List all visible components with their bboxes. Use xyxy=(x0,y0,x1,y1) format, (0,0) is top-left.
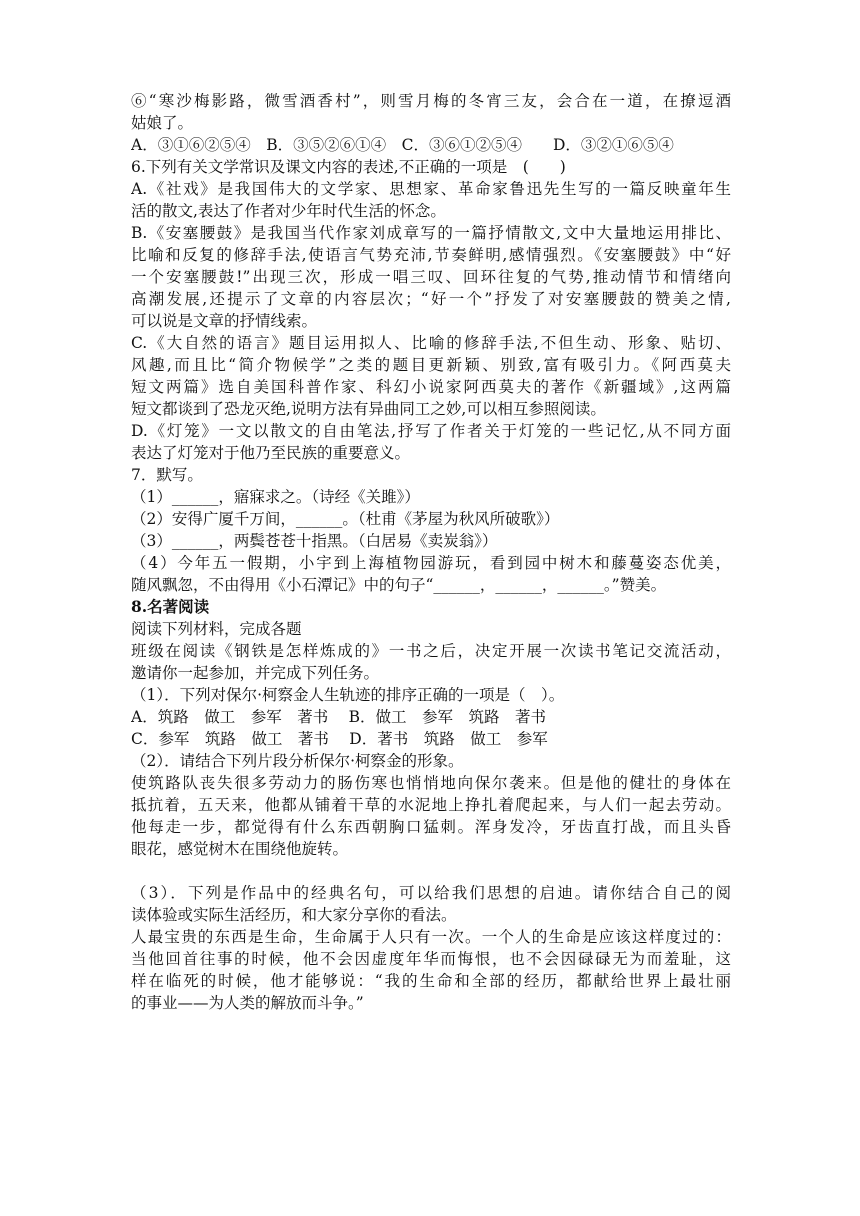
q8-sub2-passage-line: 他每走一步，都觉得有什么东西朝胸口猛刺。浑身发冷，牙齿直打战，而且头昏 xyxy=(131,818,731,836)
document-body xyxy=(131,90,731,1014)
q6-option-b-line: 比喻和反复的修辞手法,使语言气势充沛,节奏鲜明,感情强烈。《安塞腰鼓》中“好 xyxy=(131,246,731,264)
q8-sub3-stem-line: （3）．下列是作品中的经典名句，可以给我们思想的启迪。请你结合自己的阅 xyxy=(131,884,731,902)
q7-item: （1）______，寤寐求之。（诗经《关雎》） xyxy=(131,488,420,506)
q5-options: A．③①⑥②⑤④ B．③⑤②⑥①④ C．③⑥①②⑤④ D．③②①⑥⑤④ xyxy=(131,136,674,154)
q8-sub2-passage-line: 抵抗着，五天来，他都从铺着干草的水泥地上挣扎着爬起来，与人们一起去劳动。 xyxy=(131,796,731,814)
q6-stem: 6.下列有关文学常识及课文内容的表述,不正确的一项是 ( ) xyxy=(131,158,566,176)
q5-item-6-line-2: 姑娘了。 xyxy=(131,114,194,132)
q7-item: （2）安得广厦千万间，______。（杜甫《茅屋为秋风所破歌》） xyxy=(131,510,560,528)
q6-option-c-line: 短文都谈到了恐龙灭绝,说明方法有异曲同工之妙,可以相互参照阅读。 xyxy=(131,400,606,418)
q8-sub1-options-ab: A．筑路 做工 参军 著书 B．做工 参军 筑路 著书 xyxy=(131,708,547,726)
q8-intro: 阅读下列材料，完成各题 xyxy=(131,620,302,638)
q8-heading: 8.名著阅读 xyxy=(131,597,210,616)
q7-item: 随风飘忽，不由得用《小石潭记》中的句子“______，______，______。”赞美。 xyxy=(131,576,667,594)
q6-option-a-line: 活的散文,表达了作者对少年时代生活的怀念。 xyxy=(131,202,446,220)
q6-option-d-line: D.《灯笼》一文以散文的自由笔法,抒写了作者关于灯笼的一些记忆,从不同方面 xyxy=(131,422,731,440)
q8-sub2-stem: （2）．请结合下列片段分析保尔·柯察金的形象。 xyxy=(131,752,464,770)
q6-option-c-line: 短文两篇》选自美国科普作家、科幻小说家阿西莫夫的著作《新疆域》,这两篇 xyxy=(131,378,731,396)
q6-option-c-line: 风趣,而且比“简介物候学”之类的题目更新颖、别致,富有吸引力。《阿西莫夫 xyxy=(131,356,731,374)
q7-item: （3）______，两鬓苍苍十指黑。（白居易《卖炭翁》） xyxy=(131,532,498,550)
q6-option-b-line: 一个安塞腰鼓!”出现三次，形成一唱三叹、回环往复的气势,推动情节和情绪向 xyxy=(131,268,731,286)
q5-item-6-line-1: ⑥“寒沙梅影路，微雪酒香村”，则雪月梅的冬宵三友，会合在一道，在撩逗酒 xyxy=(131,92,731,110)
q6-option-a-line: A.《社戏》是我国伟大的文学家、思想家、革命家鲁迅先生写的一篇反映童年生 xyxy=(131,180,731,198)
q8-context-line: 邀请你一起参加，并完成下列任务。 xyxy=(131,664,380,682)
q6-option-c-line: C.《大自然的语言》题目运用拟人、比喻的修辞手法,不但生动、形象、贴切、 xyxy=(131,334,731,352)
q8-sub3-quote-line: 人最宝贵的东西是生命，生命属于人只有一次。一个人的生命是应该这样度过的： xyxy=(131,928,731,946)
q8-sub3-quote-line: 的事业——为人类的解放而斗争。” xyxy=(131,994,364,1012)
q6-option-b-line: 可以说是文章的抒情线索。 xyxy=(131,312,318,330)
q7-item: （4）今年五一假期，小宇到上海植物园游玩，看到园中树木和藤蔓姿态优美， xyxy=(131,554,731,572)
q6-option-b-line: B.《安塞腰鼓》是我国当代作家刘成章写的一篇抒情散文,文中大量地运用排比、 xyxy=(131,224,731,242)
q8-sub1-options-cd: C．参军 筑路 做工 著书 D．著书 筑路 做工 参军 xyxy=(131,730,548,748)
q8-sub2-passage-line: 使筑路队丧失很多劳动力的肠伤寒也悄悄地向保尔袭来。但是他的健壮的身体在 xyxy=(131,774,731,792)
q8-sub3-stem-line: 读体验或实际生活经历，和大家分享你的看法。 xyxy=(131,906,457,924)
q6-option-d-line: 表达了灯笼对于他乃至民族的重要意义。 xyxy=(131,444,411,462)
blank-line xyxy=(131,860,731,882)
q8-sub1-stem: （1）．下列对保尔·柯察金人生轨迹的排序正确的一项是（ ）。 xyxy=(131,686,565,704)
q8-sub3-quote-line: 样在临死的时候，他才能够说：“我的生命和全部的经历，都献给世界上最壮丽 xyxy=(131,972,731,990)
q7-stem: 7．默写。 xyxy=(131,466,203,484)
q8-context-line: 班级在阅读《钢铁是怎样炼成的》一书之后，决定开展一次读书笔记交流活动， xyxy=(131,642,731,660)
q8-sub3-quote-line: 当他回首往事的时候，他不会因虚度年华而悔恨，也不会因碌碌无为而羞耻，这 xyxy=(131,950,731,968)
q8-sub2-passage-line: 眼花，感觉树木在围绕他旋转。 xyxy=(131,840,349,858)
q6-option-b-line: 高潮发展,还提示了文章的内容层次；“好一个”抒发了对安塞腰鼓的赞美之情, xyxy=(131,290,731,308)
